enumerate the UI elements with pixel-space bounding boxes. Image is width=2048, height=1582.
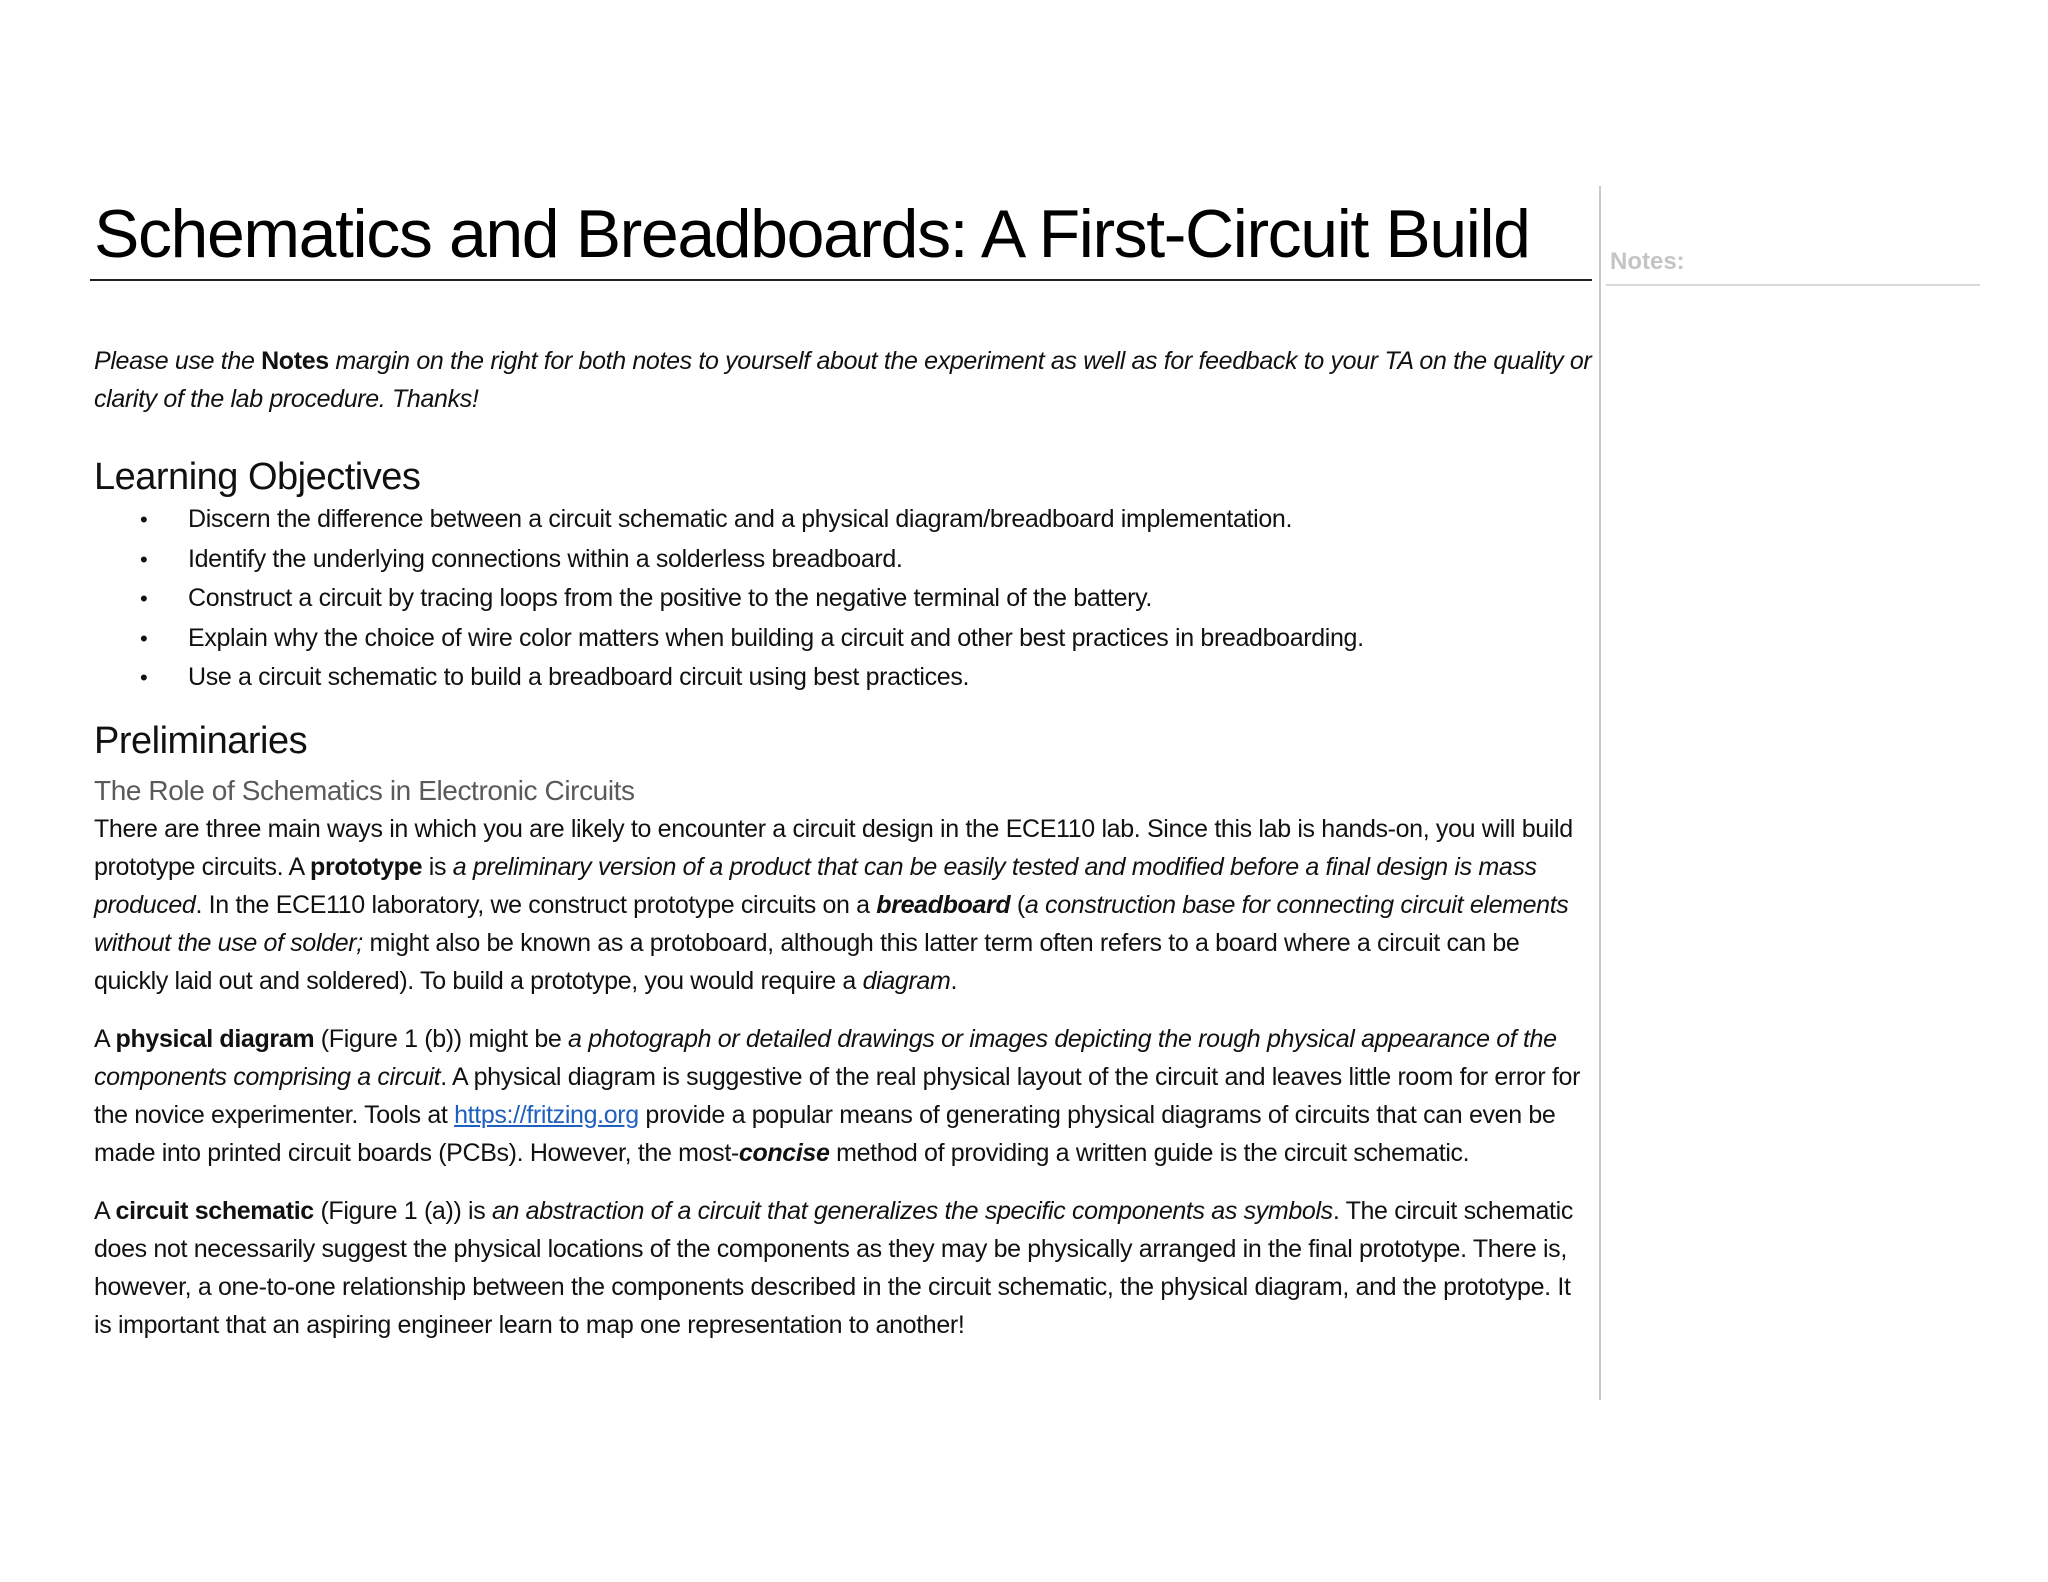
body-text: (Figure 1 (a)) is bbox=[313, 1196, 492, 1225]
intro-paragraph bbox=[94, 342, 1594, 418]
objective-text: Identify the underlying connections within a solderless breadboard. bbox=[188, 544, 903, 573]
preliminaries-heading: Preliminaries bbox=[94, 719, 308, 762]
notes-label: Notes: bbox=[1610, 248, 1685, 275]
bullet-icon: • bbox=[140, 546, 148, 572]
body-text: method of providing a written guide is the circuit schematic. bbox=[829, 1138, 1470, 1167]
body-text: ( bbox=[1010, 890, 1025, 919]
bullet-icon: • bbox=[140, 586, 148, 611]
term-bold: circuit schematic bbox=[115, 1196, 314, 1225]
term-bold: prototype bbox=[310, 852, 423, 881]
bullet-icon: • bbox=[140, 507, 148, 532]
list-item bbox=[94, 500, 1594, 540]
fritzing-link[interactable]: https://fritzing.org bbox=[454, 1100, 639, 1129]
objectives-list bbox=[94, 500, 1594, 698]
definition-italic: an abstraction of a circuit that generalizes the specific components as symbols bbox=[491, 1196, 1333, 1225]
list-item bbox=[94, 619, 1594, 659]
body-text: provide a popular means of generating physical diagrams of circuits that can even be made into printed circuit boards (PCBs). However, the most- bbox=[94, 1100, 1556, 1167]
term-bold: physical diagram bbox=[115, 1024, 315, 1053]
body-text: (Figure 1 (b)) might be bbox=[314, 1024, 569, 1053]
paragraph-prototype bbox=[94, 810, 1594, 1000]
body-text: . The circuit schematic does not necessarily suggest the physical locations of the components as they may be physically arranged in the final prototype. There is, however, a one-to-one relationship between the components described in the circuit schematic, the physical diagram, and the prototype. It is important that an aspiring engineer learn to map one representation to another! bbox=[94, 1196, 1574, 1339]
paragraph-circuit-schematic bbox=[94, 1192, 1594, 1344]
objective-text: Construct a circuit by tracing loops from the positive to the negative terminal of the battery. bbox=[188, 584, 1152, 612]
section-subheading: The Role of Schematics in Electronic Circuits bbox=[94, 774, 635, 806]
body-text: . bbox=[950, 966, 958, 995]
body-text: A bbox=[94, 1196, 116, 1225]
bullet-icon: • bbox=[140, 665, 148, 690]
title-block bbox=[94, 195, 1590, 273]
notes-underline bbox=[1606, 284, 1980, 286]
learning-objectives-heading: Learning Objectives bbox=[94, 456, 421, 498]
term-bold-italic: breadboard bbox=[876, 890, 1011, 919]
bullet-icon: • bbox=[140, 625, 148, 651]
definition-italic: a preliminary version of a product that can be easily tested and modified before a final design is mass produced bbox=[94, 852, 1537, 919]
body-text: There are three main ways in which you are likely to encounter a circuit design in the ECE110 lab. Since this lab is hands-on, you will build prototype circuits. A bbox=[94, 814, 1573, 881]
document-body bbox=[94, 342, 1594, 1364]
objective-text: Explain why the choice of wire color matters when building a circuit and other best practices in breadboarding. bbox=[188, 623, 1364, 652]
body-text: . In the ECE110 laboratory, we construct prototype circuits on a bbox=[195, 890, 877, 919]
objective-text: Discern the difference between a circuit schematic and a physical diagram/breadboard implementation. bbox=[188, 505, 1293, 533]
paragraph-physical-diagram bbox=[94, 1020, 1594, 1172]
list-item bbox=[94, 658, 1594, 698]
notes-margin-divider bbox=[1599, 186, 1601, 1400]
body-text: is bbox=[422, 852, 453, 881]
body-text: might also be known as a protoboard, although this latter term often refers to a board where a circuit can be quickly laid out and soldered). To build a prototype, you would require a bbox=[94, 928, 1520, 995]
intro-text: margin on the right for both notes to yourself about the experiment as well as for feedback to your TA on the quality or clarity of the lab procedure. Thanks! bbox=[94, 347, 1592, 413]
page-title: Schematics and Breadboards: A First-Circuit Build bbox=[94, 196, 1530, 272]
list-item bbox=[94, 579, 1594, 619]
term-italic: diagram bbox=[862, 966, 951, 995]
list-item bbox=[94, 540, 1594, 580]
objective-text: Use a circuit schematic to build a breadboard circuit using best practices. bbox=[188, 663, 970, 691]
body-text: A bbox=[94, 1024, 116, 1053]
body-text: . A physical diagram is suggestive of the real physical layout of the circuit and leaves little room for error for the novice experimenter. Tools at bbox=[94, 1062, 1581, 1129]
intro-notes-bold: Notes bbox=[261, 347, 329, 375]
definition-italic: a construction base for connecting circuit elements without the use of solder; bbox=[94, 890, 1569, 957]
term-bold-italic: concise bbox=[738, 1138, 830, 1167]
title-underline bbox=[90, 279, 1592, 281]
intro-text: Please use the bbox=[94, 347, 262, 375]
definition-italic: a photograph or detailed drawings or images depicting the rough physical appearance of the components comprising a circuit bbox=[94, 1024, 1557, 1091]
